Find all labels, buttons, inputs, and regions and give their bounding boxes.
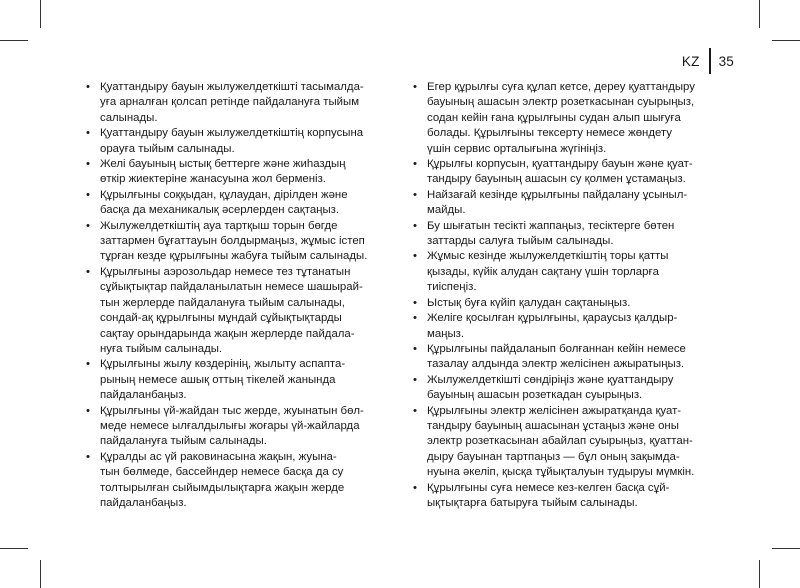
list-item — [86, 404, 386, 450]
list-item-line: Құрылғыны аэрозольдар немесе тез тұтанатын — [100, 265, 351, 278]
list-item-line: бауының ашасын электр розеткасынан суырыңыз, — [427, 96, 695, 109]
list-item-line: Құралды ас үй раковинасына жақын, жуына- — [100, 450, 337, 463]
left-column — [86, 80, 386, 511]
list-item — [86, 450, 386, 512]
list-item-line: болады. Құрылғыны тексерту немесе жөндету — [427, 127, 672, 140]
list-item — [413, 342, 713, 373]
list-item-line: сұйықтықтар пайдаланылатын немесе шашырай- — [100, 281, 363, 294]
list-item-line: тазалау алдында электр желісінен ажыратыңыз. — [427, 358, 685, 371]
list-item-line: меде немесе ылғалдылығы жоғары үй-жайларда — [100, 419, 360, 432]
list-item — [413, 219, 713, 250]
list-item-line: Қуаттандыру бауын жылужелдеткішті тасымалда- — [100, 81, 364, 93]
crop-mark — [0, 40, 28, 41]
list-item-line: Ыстық буға күйіп қалудан сақтаныңыз. — [427, 296, 631, 309]
list-item-line: Егер құрылғы суға құлап кетсе, дереу қуаттандыру — [427, 81, 695, 93]
list-item — [413, 296, 713, 311]
list-item-line: майды. — [427, 204, 466, 217]
header-divider — [709, 48, 711, 74]
list-item-line: Жұмыс кезінде жылужелдеткіштің торы қатты — [427, 250, 669, 263]
list-item-line: үшін сервис орталығына жүгініңіз. — [427, 142, 607, 155]
list-item-line: пайдалануға тыйым салынады. — [100, 435, 267, 448]
crop-mark — [772, 548, 800, 549]
list-item-line: тандыру бауының ашасын су қолмен ұстамаңыз. — [427, 173, 686, 186]
list-item-line: салынады. — [100, 111, 158, 124]
list-item-line: заттарды салуға тыйым салынады. — [427, 235, 614, 248]
list-item-line: өткір жиектеріне жанасуына жол берменіз. — [100, 173, 326, 186]
list-item-line: Құрылғыны пайдаланып болғаннан кейін немесе — [427, 342, 686, 355]
list-item-line: нуына әкеліп, қысқа тұйықталуын тудыруы мүмкін. — [427, 466, 695, 479]
list-item-line: заттармен бұғаттауын болдырмаңыз, жұмыс істеп — [100, 235, 365, 248]
right-column — [413, 80, 713, 511]
list-item-line: Желі бауының ыстық беттерге және жиһаздың — [100, 158, 346, 171]
list-item-line: тандыру бауының ашасынан ұстаңыз және оны — [427, 419, 679, 432]
page-number: 35 — [718, 53, 734, 69]
list-item — [413, 311, 713, 342]
list-item-line: пайдаланбаңыз. — [100, 496, 187, 509]
list-item — [86, 126, 386, 157]
list-item-line: сондай-ақ құрылғыны мұндай сұйықтықтарды — [100, 312, 342, 325]
list-item-line: Құрылғыны суға немесе кез-келген басқа сұй- — [427, 481, 670, 494]
list-item-line: Желіге қосылған құрылғыны, қараусыз қалдыр- — [427, 312, 678, 325]
list-item-line: Құрылғыны электр желісінен ажыратқанда қуат- — [427, 404, 682, 417]
list-item-line: нуға тыйым салынады. — [100, 342, 223, 355]
list-item-line: ықтықтарға батыруға тыйым салынады. — [427, 496, 638, 509]
language-code: KZ — [681, 53, 700, 69]
crop-mark — [772, 40, 800, 41]
list-item-line: Құрылғыны соққыдан, құлаудан, дірілден және — [100, 188, 348, 201]
list-item-line: тын бөлмеде, бассейндер немесе басқа да су — [100, 466, 344, 479]
list-item-line: маңыз. — [427, 327, 465, 340]
list-item-line: Қуаттандыру бауын жылужелдеткіштің корпусына — [100, 127, 364, 140]
list-item — [413, 80, 713, 157]
list-item-line: Найзағай кезінде құрылғыны пайдалану ұсыныл- — [427, 188, 688, 201]
crop-mark — [40, 0, 41, 28]
crop-mark — [40, 560, 41, 588]
list-item — [413, 481, 713, 512]
list-item-line: Жылужелдеткішті сөндіріңіз және қуаттандыру — [427, 373, 674, 386]
list-item-line: бауының ашасын розеткадан суырыңыз. — [427, 389, 643, 402]
crop-mark — [0, 548, 28, 549]
list-item-line: дыру бауынан тартпаңыз — бұл оның зақымда- — [427, 450, 680, 463]
list-item — [86, 265, 386, 357]
list-item-line: электр розеткасынан абайлап суырыңыз, қуаттан- — [427, 435, 693, 448]
list-item-line: Құрылғыны жылу көздерінің, жылыту аспапта- — [100, 358, 346, 371]
list-item-line: рының немесе ашық оттың тікелей жанында — [100, 373, 336, 386]
list-item-line: Жылужелдеткіштің ауа тартқыш торын бөгде — [100, 219, 338, 232]
list-item — [413, 373, 713, 404]
list-item — [86, 219, 386, 265]
safety-list-left — [86, 80, 386, 511]
safety-list-right — [413, 80, 713, 511]
list-item-line: Құрылғыны үй-жайдан тыс жерде, жуынатын бөл- — [100, 404, 364, 417]
list-item-line: қызады, күйік алудан сақтану үшін торларға — [427, 265, 659, 278]
list-item-line: содан кейін ғана құрылғыны судан алып шығуға — [427, 111, 681, 124]
list-item — [413, 188, 713, 219]
list-item-line: толтырылған сыйымдылықтарға жақын жерде — [100, 481, 345, 494]
list-item-line: басқа да механикалық әсерлерден сақтаңыз. — [100, 204, 340, 217]
list-item-line: уға арналған қолсап ретінде пайдалануға тыйым — [100, 96, 360, 109]
list-item — [86, 157, 386, 188]
list-item-line: орауға тыйым салынады. — [100, 142, 235, 155]
list-item-line: тұрған кезде құрылғыны жабуға тыйым салынады. — [100, 250, 368, 263]
list-item — [413, 157, 713, 188]
page-header — [682, 48, 734, 74]
crop-mark — [759, 560, 760, 588]
list-item — [86, 188, 386, 219]
list-item — [413, 249, 713, 295]
list-item-line: сақтау орындарында жақын жерлерде пайдала- — [100, 327, 355, 340]
list-item-line: Бу шығатын тесікті жаппаңыз, тесіктерге бөтен — [427, 219, 675, 232]
list-item-line: тын жерлерде пайдалануға тыйым салынады, — [100, 296, 345, 309]
list-item — [86, 357, 386, 403]
list-item-line: Құрылғы корпусын, қуаттандыру бауын және қуат- — [427, 158, 693, 171]
list-item-line: пайдаланбаңыз. — [100, 389, 187, 402]
list-item — [413, 404, 713, 481]
list-item — [86, 80, 386, 126]
list-item-line: тиіспеңіз. — [427, 281, 477, 294]
crop-mark — [759, 0, 760, 28]
